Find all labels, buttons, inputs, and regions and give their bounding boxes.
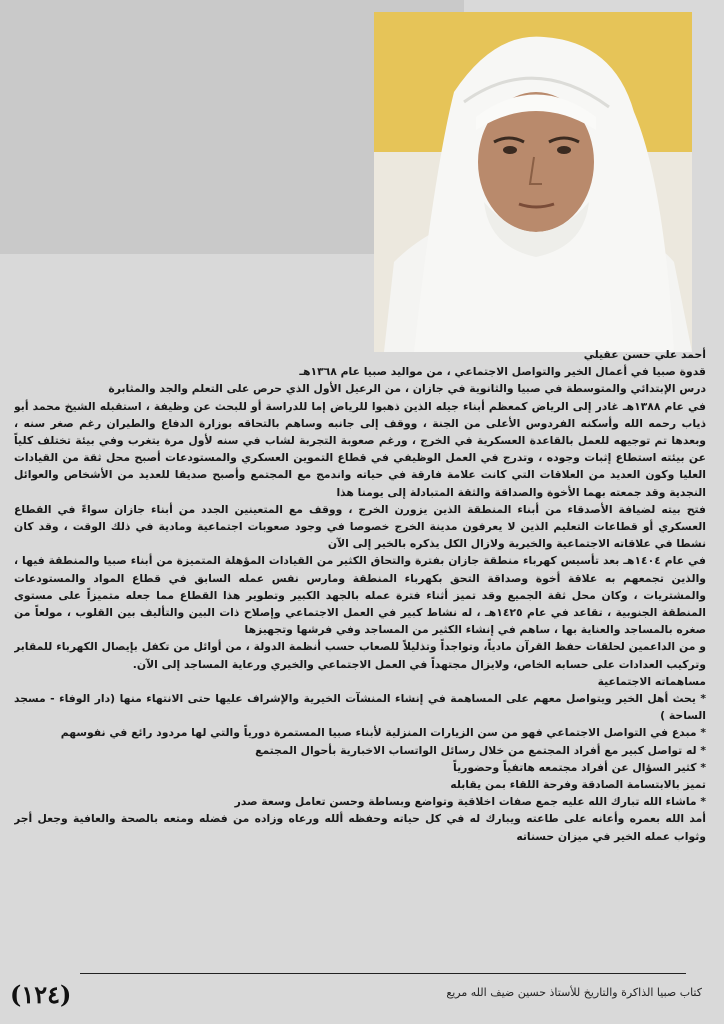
contribution-item: * له تواصل كبير مع أفراد المجتمع من خلال رسائل الواتساب الاخبارية بأحوال المجتمع bbox=[255, 743, 706, 757]
bio-paragraph: قدوة صبيا في أعمال الخير والتواصل الاجتماعي ، من مواليد صبيا عام ١٣٦٨هـ bbox=[299, 365, 706, 379]
closing-prayer: أمد الله بعمره وأعانه على طاعته ويبارك له في كل حياته وحفظه ألله ورعاه وزاده من فضله ومتعه بالصحة والعافية وجعل أجر وثواب عمله الخير في ميزان حسناته bbox=[14, 812, 706, 843]
bio-paragraph: أحمد علي حسن عقيلي bbox=[583, 348, 706, 361]
bio-paragraph: درس الإبتدائي والمتوسطة في صبيا والثانوية في جازان ، من الرعيل الأول الذي حرص على التعلم والجد والمثابرة bbox=[108, 382, 706, 396]
contribution-item: * مبدع في التواصل الاجتماعي فهو من سن الزيارات المنزلية لأبناء صبيا المستمرة دورياً والتي لها مردود رائع في نفوسهم bbox=[60, 726, 706, 740]
section-heading: مساهماته الاجتماعية bbox=[597, 674, 706, 688]
bio-paragraph: تميز بالابتسامة الصادقة وفرحة اللقاء بمن يقابله bbox=[450, 778, 706, 792]
footer-divider bbox=[80, 973, 686, 974]
portrait-photo bbox=[374, 12, 692, 352]
portrait-illustration bbox=[374, 12, 692, 352]
bio-paragraph: في عام ١٤٠٤هـ بعد تأسيس كهرباء منطقة جازان بفترة والتحاق الكثير من القيادات المؤهلة المتميزة من أبناء صبيا والمنطقة فيها ، والذين تجمعهم به علاقة أخوة وصداقة التحق بكهرباء المنطقة ومارس نفس عمله السابق في قطاع المواد والمستودعات والمشتريات ، وكان محل ثقة الجميع وقد تميز أثناء فترة عمله بالجهد الكبير وتطوير هذا القطاع مما جعله متميزاً على مستوى المنطقة الجنوبية ، تقاعد في عام ١٤٢٥هـ ، له نشاط كبير في العمل الاجتماعي وإصلاح ذات البين والتأليف بين القلوب ، مولعاً من صغره بالمساجد والعناية بها ، ساهم في إنشاء الكثير من المساجد وفي فرشها وتجهيزها bbox=[14, 554, 706, 637]
book-title: كتاب صبيا الذاكرة والتاريخ للأستاذ حسين ضيف الله مريع bbox=[446, 986, 702, 999]
bio-paragraph: فتح بيته لضيافة الأصدقاء من أبناء المنطقة الذين يزورن الخرج ، ووقف مع المتعينين الجدد من أبناء جازان سواءً في القطاع العسكري أو قطاعات التعليم الذين لا يعرفون مدينة الخرج خصوصا في وجود صعوبات اجتماعية ومادية في ذلك الوقت ، وقد كان نشطا في علاقاته الاجتماعية والخيرية ولازال الكل يذكره بالخير إلى الآن bbox=[14, 502, 706, 551]
bio-paragraph: و من الداعمين لحلقات حفظ القرآن مادياً، وتواجداً وتذليلاً للصعاب حسب أنظمة الدولة ، من أوائل من تكفل بإيصال الكهرباء للمقابر وتركيب العدادات على حسابه الخاص، ولايزال مجتهداً في العمل الاجتماعي والخيري ورعاية المساجد إلى الآن. bbox=[14, 640, 706, 671]
bio-paragraph: في عام ١٣٨٨هـ غادر إلى الرياض كمعظم أبناء جيله الذين ذهبوا للرياض إما للدراسة أو للبحث عن وظيفة ، استقبله الشيخ محمد أبو ذياب رحمه الله وأسكنه الفردوس الأعلى من الجنة ، ووقف إلى جانبه وساهم بالتحاقه بوزارة الدفاع والطيران رغم صغر سنه ، وبعدها تم توجيهه للعمل بالقاعدة العسكرية في الخرج ، ورغم صعوبة التجربة لشاب في سنه لأول مرة يتغرب وفي بيئة تختلف كلياً عن بيئته استطاع إثبات وجوده ، وتدرج في العمل الوظيفي في قطاع التموين العسكري والمستودعات أصبح محل ثقة من القيادات العليا وكون العديد من العلاقات التي كانت علامة فارقة في حياته واندمج مع المجتمع وأصبح صديقا للعديد من الأشخاص والعوائل النجدية وقد جمعته بهما الأخوة والصداقة والثقة المتبادلة إلى يومنا هذا bbox=[14, 399, 706, 499]
contribution-item: * ماشاء الله تبارك الله عليه جمع صفات اخلاقية وتواضع وبساطة وحسن تعامل وسعة صدر bbox=[234, 795, 706, 809]
contribution-item: * كثير السؤال عن أفراد مجتمعه هاتفياً وحضورياً bbox=[453, 760, 706, 774]
page-number: (١٢٤) bbox=[10, 980, 72, 1009]
biography-text bbox=[14, 346, 706, 946]
contribution-item: * يحث أهل الخير ويتواصل معهم على المساهمة في إنشاء المنشآت الخيرية والإشراف عليها حتى الانتهاء منها (دار الوفاء - مسجد الساحة ) bbox=[14, 692, 706, 723]
